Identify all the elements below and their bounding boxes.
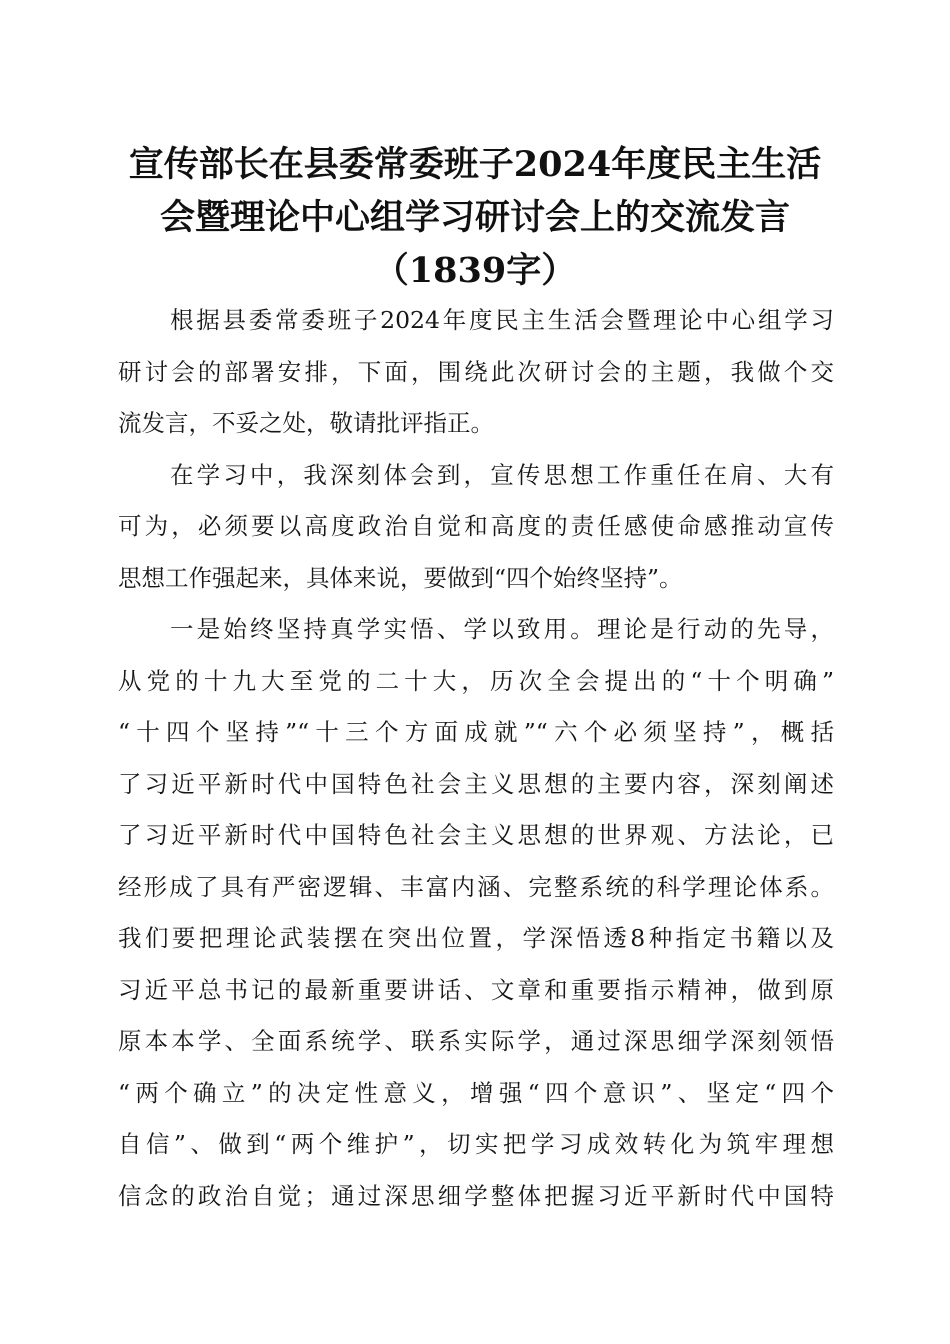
body-line: 习近平总书记的最新重要讲话、文章和重要指示精神，做到原	[118, 975, 834, 1004]
body-line: 从党的十九大至党的二十大，历次全会提出的“十个明确”	[118, 666, 834, 695]
body-line: 了习近平新时代中国特色社会主义思想的主要内容，深刻阐述	[118, 769, 834, 798]
title-line-2: 会暨理论中心组学习研讨会上的交流发言	[159, 197, 790, 238]
body-line: 流发言，不妥之处，敬请批评指正。	[118, 409, 494, 437]
body-line: 根据县委常委班子2024年度民主生活会暨理论中心组学习	[170, 306, 834, 334]
document-title	[110, 138, 840, 297]
title-line-1: 宣传部长在县委常委班子2024年度民主生活	[128, 144, 822, 185]
body-line: 自信”、做到“两个维护”，切实把学习成效转化为筑牢理想	[118, 1130, 834, 1158]
body-line: 一是始终坚持真学实悟、学以致用。理论是行动的先导，	[170, 615, 834, 643]
body-line: 在学习中，我深刻体会到，宣传思想工作重任在肩、大有	[170, 460, 834, 489]
title-word-count: （1839字）	[373, 250, 577, 291]
body-line: 原本本学、全面系统学、联系实际学，通过深思细学深刻领悟	[118, 1027, 834, 1055]
body-line: 了习近平新时代中国特色社会主义思想的世界观、方法论，已	[118, 821, 834, 849]
body-line: 可为，必须要以高度政治自觉和高度的责任感使命感推动宣传	[118, 512, 834, 540]
body-line: 我们要把理论武装摆在突出位置，学深悟透8种指定书籍以及	[118, 924, 834, 952]
body-line: 研讨会的部署安排，下面，围绕此次研讨会的主题，我做个交	[118, 357, 834, 386]
body-line: “十四个坚持”“十三个方面成就”“六个必须坚持”，概括	[118, 718, 834, 746]
body-line: “两个确立”的决定性意义，增强“四个意识”、坚定“四个	[118, 1078, 834, 1107]
body-line: 思想工作强起来，具体来说，要做到“四个始终坚持”。	[118, 563, 683, 592]
body-line: 经形成了具有严密逻辑、丰富内涵、完整系统的科学理论体系。	[118, 872, 834, 901]
document-body	[118, 295, 834, 1222]
body-line: 信念的政治自觉；通过深思细学整体把握习近平新时代中国特	[118, 1181, 834, 1210]
